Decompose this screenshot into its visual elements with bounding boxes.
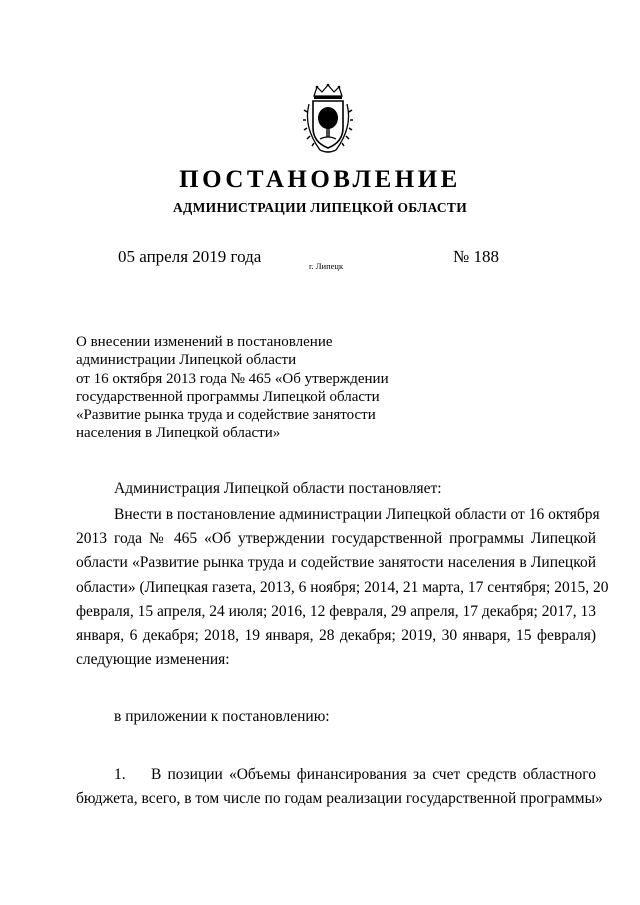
item-line-text: В позиции «Объемы финансирования за счет средств областного	[151, 766, 596, 783]
document-subject	[76, 333, 389, 443]
main-line: области» (Липецкая газета, 2013, 6 ноября; 2014, 21 марта, 17 сентября; 2015, 20	[76, 578, 609, 596]
main-line: января, 6 декабря; 2018, 19 января, 28 декабря; 2019, 30 января, 15 февраля)	[76, 626, 596, 644]
main-line: следующие изменения:	[76, 651, 230, 669]
document-city: г. Липецк	[309, 261, 344, 271]
intro-paragraph: Администрация Липецкой области постановляет:	[114, 480, 442, 497]
main-line: февраля, 15 апреля, 24 июля; 2016, 12 февраля, 29 апреля, 17 декабря; 2017, 13	[76, 602, 596, 620]
item-line	[76, 763, 596, 787]
main-line: 2013 года № 465 «Об утверждении государственной программы Липецкой	[76, 530, 596, 548]
item-paragraph	[76, 763, 603, 811]
document-subtitle: АДМИНИСТРАЦИИ ЛИПЕЦКОЙ ОБЛАСТИ	[172, 200, 468, 215]
document-date: 05 апреля 2019 года	[118, 247, 262, 266]
main-line: области «Развитие рынка труда и содействие занятости населения в Липецкой	[76, 554, 596, 572]
document-title: ПОСТАНОВЛЕНИЕ	[179, 166, 461, 193]
subject-line: государственной программы Липецкой области	[76, 388, 380, 405]
subject-line: от 16 октября 2013 года № 465 «Об утверждении	[76, 370, 389, 387]
subject-line: администрации Липецкой области	[76, 352, 297, 369]
item-number: 1.	[114, 766, 126, 783]
subject-line: О внесении изменений в постановление	[76, 334, 333, 350]
main-line: Внести в постановление администрации Липецкой области от 16 октября	[114, 506, 600, 523]
subject-line: «Развитие рынка труда и содействие занятости	[76, 407, 376, 424]
item-line: бюджета, всего, в том числе по годам реализации государственной программы»	[76, 790, 603, 808]
document-number: № 188	[453, 247, 499, 266]
appendix-paragraph: в приложении к постановлению:	[114, 708, 330, 725]
subject-line: населения в Липецкой области»	[76, 425, 281, 442]
main-paragraph	[76, 503, 609, 672]
coat-of-arms-icon	[300, 82, 356, 156]
